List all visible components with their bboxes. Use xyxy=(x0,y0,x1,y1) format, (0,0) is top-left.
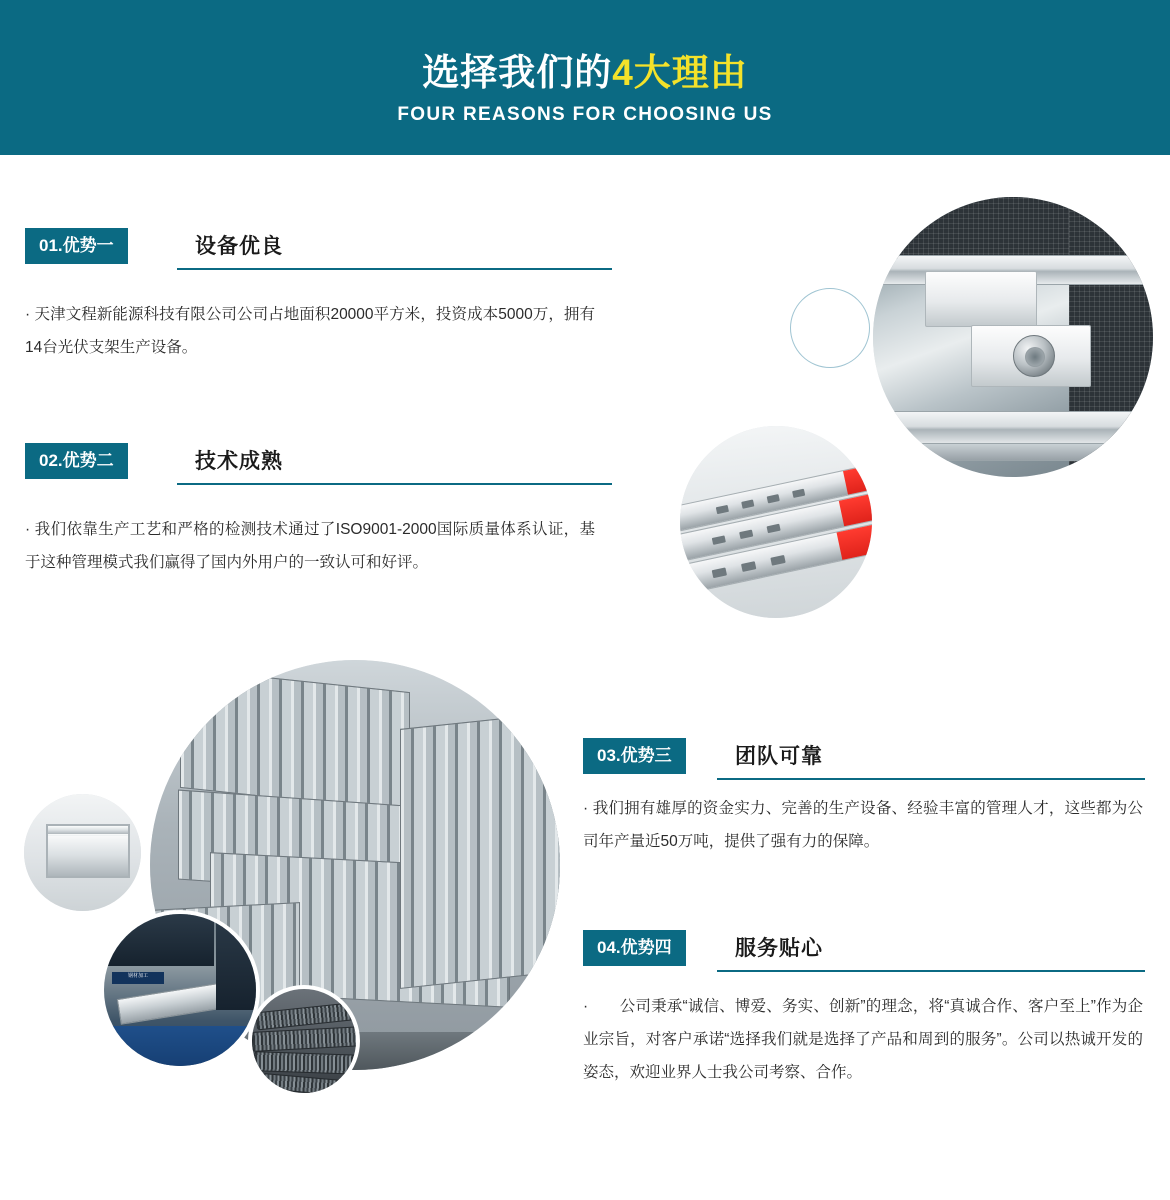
section-title-1: 设备优良 xyxy=(195,235,283,258)
section-header-4 xyxy=(583,930,1143,972)
section-header-1 xyxy=(25,228,585,270)
photo-solar-rail-clamp xyxy=(873,197,1153,477)
section-body-1: · 天津文程新能源科技有限公司公司占地面积20000平方米，投资成本5000万，拥有14台光伏支架生产设备。 xyxy=(25,306,595,356)
section-header-2 xyxy=(25,443,585,485)
section-rule-3 xyxy=(717,778,1145,780)
photo-c-profile xyxy=(20,790,145,915)
page-header-banner xyxy=(0,0,1170,155)
section-tag-2: 02.优势二 xyxy=(25,443,128,479)
page-title-prefix: 选择我们的 xyxy=(422,52,613,93)
section-rule-2 xyxy=(177,483,612,485)
workshop-sign-label: 钢材加工 xyxy=(112,972,164,984)
photo-red-tipped-channels xyxy=(676,422,876,622)
decorative-ring-top xyxy=(790,288,870,368)
section-rule-1 xyxy=(177,268,612,270)
section-title-3: 团队可靠 xyxy=(735,745,823,768)
section-tag-1: 01.优势一 xyxy=(25,228,128,264)
section-title-4: 服务贴心 xyxy=(735,937,823,960)
page-title xyxy=(0,42,1170,96)
section-body-3: · 我们拥有雄厚的资金实力、完善的生产设备、经验丰富的管理人才，这些都为公司年产量近50万吨，提供了强有力的保障。 xyxy=(583,800,1143,850)
page-title-highlight: 4大理由 xyxy=(612,52,748,93)
section-body-2: · 我们依靠生产工艺和严格的检测技术通过了ISO9001-2000国际质量体系认证，基于这种管理模式我们赢得了国内外用户的一致认可和好评。 xyxy=(25,521,595,571)
section-body-4: · 公司秉承“诚信、博爱、务实、创新”的理念，将“真诚合作、客户至上”作为企业宗旨，对客户承诺“选择我们就是选择了产品和周到的服务”。公司以热诚开发的姿态，欢迎业界人士我公司考察、合作。 xyxy=(583,998,1143,1081)
page-subtitle: FOUR REASONS FOR CHOOSING US xyxy=(397,104,773,125)
section-tag-3: 03.优势三 xyxy=(583,738,686,774)
photo-steel-coils xyxy=(248,985,360,1097)
section-rule-4 xyxy=(717,970,1145,972)
section-header-3 xyxy=(583,738,1143,780)
section-tag-4: 04.优势四 xyxy=(583,930,686,966)
section-title-2: 技术成熟 xyxy=(195,450,283,473)
photo-workshop xyxy=(100,910,260,1070)
